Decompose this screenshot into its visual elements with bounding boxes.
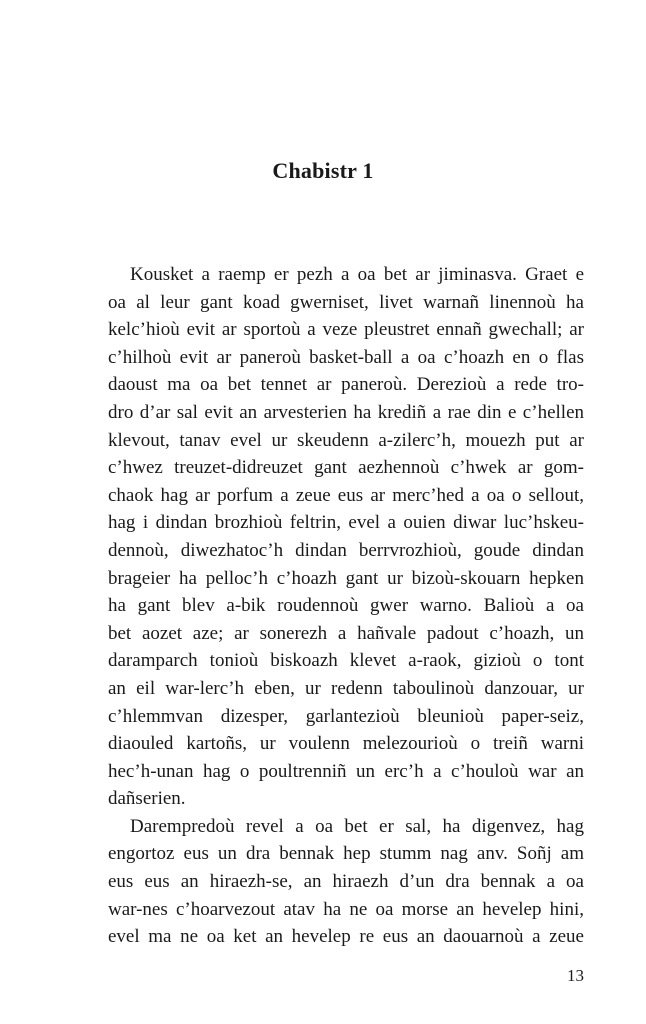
text-line: ha gant blev a-bik roudennoù gwer warno. Balioù a oa: [108, 595, 584, 617]
text-line: evel ma ne oa ket an hevelep re eus an daouarnoù a zeue: [108, 926, 584, 948]
text-line: Darempredoù revel a oa bet er sal, ha digenvez, hag: [130, 815, 584, 837]
text-line: klevout, tanav evel ur skeudenn a-zilerc’h, mouezh put ar: [108, 429, 584, 451]
text-line: war-nes c’hoarvezout atav ha ne oa morse an hevelep hini,: [108, 898, 584, 920]
text-line: daramparch tonioù biskoazh klevet a-raok, gizioù o tont: [108, 650, 584, 672]
page-number: 13: [567, 966, 584, 985]
text-line: hec’h-unan hag o poultrenniñ un erc’h a c’houloù war an: [108, 760, 584, 782]
text-line: c’hwez treuzet-didreuzet gant aezhennoù c’hwek ar gom-: [108, 457, 584, 479]
body-text: [108, 261, 584, 951]
text-line: bet aozet aze; ar sonerezh a hañvale padout c’hoazh, un: [108, 622, 584, 644]
text-line: hag i dindan brozhioù feltrin, evel a ouien diwar luc’hskeu-: [108, 512, 584, 534]
text-line: dennoù, diwezhatoc’h dindan berrvrozhioù, goude dindan: [108, 539, 584, 561]
text-line: Kousket a raemp er pezh a oa bet ar jiminasva. Graet e: [130, 264, 584, 285]
text-line: engortoz eus un dra bennak hep stumm nag anv. Soñj am: [108, 843, 584, 865]
text-line: chaok hag ar porfum a zeue eus ar merc’hed a oa o sellout,: [108, 484, 584, 506]
text-line: c’hilhoù evit ar paneroù basket-ball a oa c’hoazh en o flas: [108, 346, 584, 368]
text-line: c’hlemmvan dizesper, garlantezioù bleunioù paper-seiz,: [108, 705, 584, 727]
text-line: brageier ha pelloc’h c’hoazh gant ur bizoù-skouarn hepken: [108, 567, 584, 589]
text-line: an eil war-lerc’h eben, ur redenn taboulinoù danzouar, ur: [108, 677, 584, 699]
text-line: daoust ma oa bet tennet ar paneroù. Derezioù a rede tro-: [108, 374, 584, 396]
text-line: diaouled kartoñs, ur voulenn melezourioù o treiñ warni: [108, 733, 584, 755]
chapter-title: Chabistr 1: [272, 158, 374, 183]
text-line: dro d’ar sal evit an arvesterien ha krediñ a rae din e c’hellen: [108, 401, 584, 423]
text-line: eus eus an hiraezh-se, an hiraezh d’un dra bennak a oa: [108, 871, 584, 893]
text-line: oa al leur gant koad gwerniset, livet warnañ linennoù ha: [108, 291, 584, 313]
text-line: kelc’hioù evit ar sportoù a veze pleustret ennañ gwechall; ar: [108, 319, 584, 341]
text-line: dañserien.: [108, 788, 186, 810]
